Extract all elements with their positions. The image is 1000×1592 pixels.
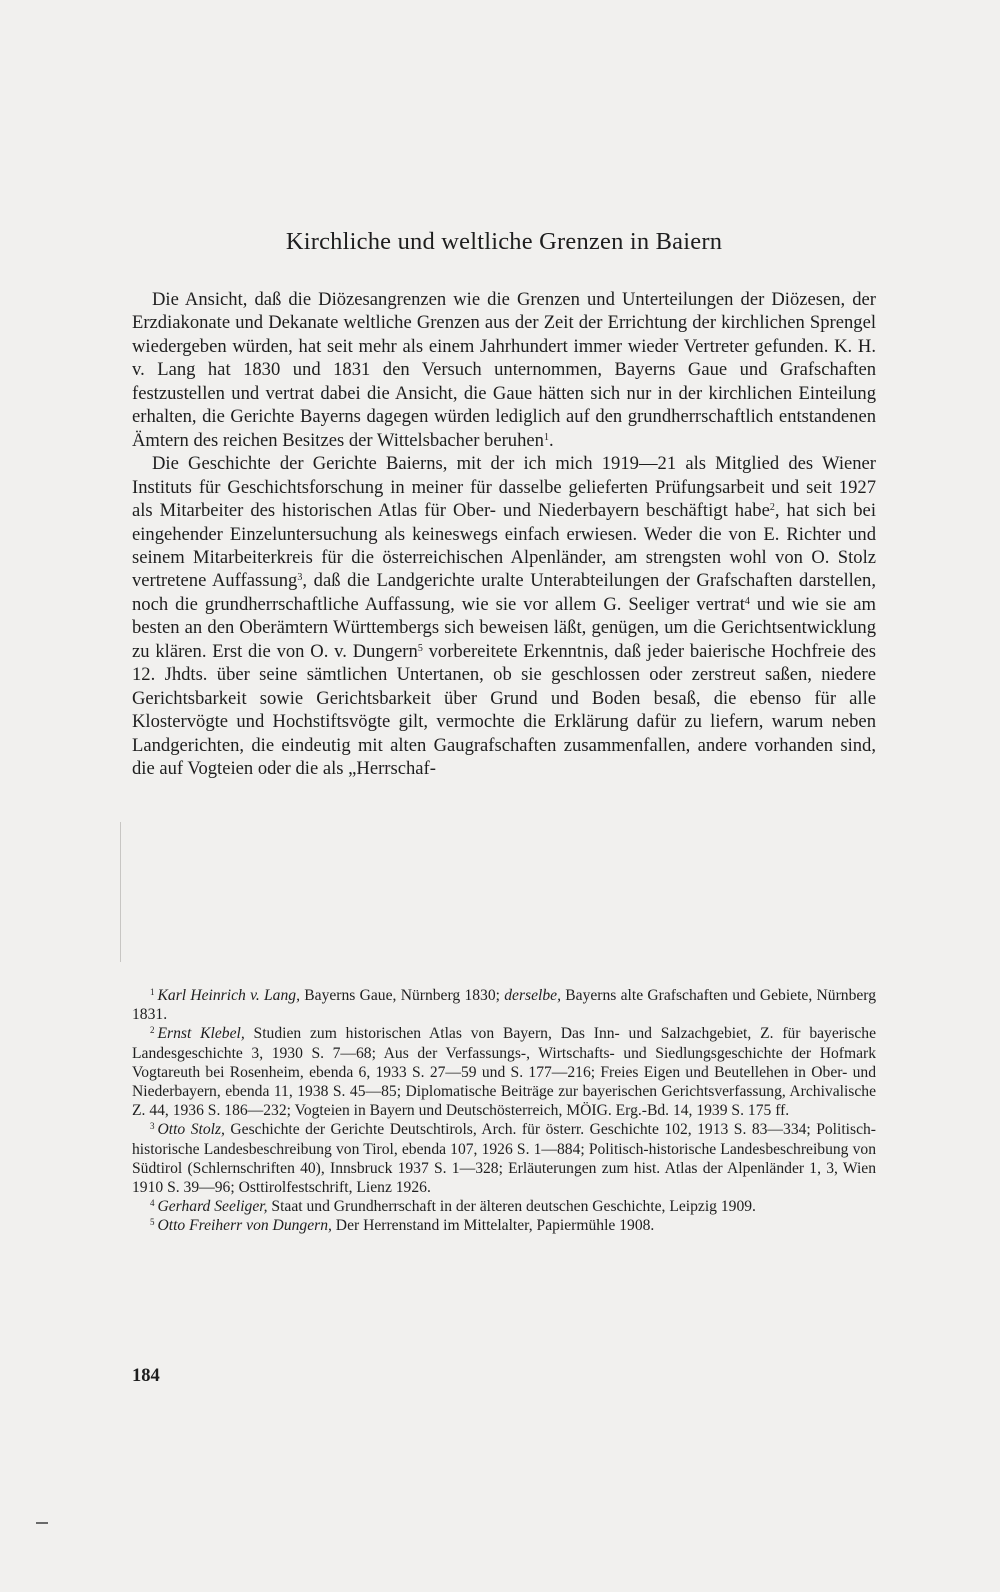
- footnote-number: 1: [150, 987, 155, 997]
- footnote-2: [132, 1024, 876, 1120]
- paragraph-1: [132, 288, 876, 452]
- body-text: [132, 288, 876, 781]
- footnote-number: 5: [150, 1217, 155, 1228]
- paragraph-2-segment: und wie sie am besten an den Oberämtern Württembergs sich beweisen läßt, genügen, um die Gerichtsentwicklung zu klären. Erst die von O. v. Dungern: [132, 593, 876, 662]
- footnote-text: Bayerns alte Grafschaften und Gebiete, Nürnberg 1831.: [132, 987, 876, 1024]
- paragraph-2-segment: Die Geschichte der Gerichte Baierns, mit der ich mich 1919—21 als Mitglied des Wiener Instituts für Geschichtsforschung in meiner für dasselbe gelieferten Prüfungsarbeit und seit 1927 als Mitarbeiter des historischen Atlas für Ober- und Niederbayern beschäftigt habe: [132, 453, 876, 522]
- paragraph-1-tail: .: [548, 429, 554, 451]
- footnotes: [132, 986, 876, 1236]
- scan-mark: [36, 1522, 48, 1524]
- page-number: 184: [132, 1366, 160, 1386]
- footnote-ref-5[interactable]: 5: [417, 642, 423, 654]
- document-page: [132, 0, 876, 1592]
- footnote-5: [132, 1216, 876, 1235]
- footnote-author: Ernst Klebel,: [157, 1025, 245, 1043]
- paragraph-2-segment: vorbereitete Erkenntnis, daß jeder baierische Hochfreie des 12. Jhdts. über seine sämtlichen Untertanen, ob sie geschlossen oder zerstreut saßen, niedere Gerichtsbarkeit sowie Gerichtsbarkeit über Grund und Boden besaß, die ebenso für alle Klostervögte und Hochstiftsvögte gilt, vermochte die Erklärung dafür zu liefern, warum neben Landgerichten, die eindeutig mit alten Gaugrafschaften zusammenfallen, andere vorhanden sind, die auf Vogteien oder die als „Herrschaf-: [132, 640, 876, 780]
- footnote-3: [132, 1120, 876, 1197]
- page-title: Kirchliche und weltliche Grenzen in Baiern: [285, 228, 723, 255]
- paragraph-2-segment: , daß die Landgerichte uralte Unterabteilungen der Grafschaften darstellen, noch die grundherrschaftliche Auffassung, wie sie vor allem G. Seeliger vertrat: [132, 570, 876, 615]
- paragraph-1-text: Die Ansicht, daß die Diözesangrenzen wie die Grenzen und Unterteilungen der Diözesen, der Erzdiakonate und Dekanate weltliche Grenzen aus der Zeit der Errichtung der kirchlichen Sprengel wiedergeben würden, hat seit mehr als einem Jahrhundert immer wieder Vertreter gefunden. K. H. v. Lang hat 1830 und 1831 den Versuch unternommen, Bayerns Gaue und Grafschaften festzustellen und vertrat dabei die Ansicht, die Gaue hätten sich nur in der kirchlichen Einteilung erhalten, die Gerichte Bayerns dagegen würden lediglich auf den grundherrschaftlich entstandenen Ämtern des reichen Besitzes der Wittelsbacher beruhen: [132, 289, 876, 451]
- footnote-4: [132, 1197, 876, 1216]
- paragraph-2-segment: , hat sich bei eingehender Einzeluntersuchung als keineswegs einfach erwiesen. Weder die von E. Richter und seinem Mitarbeiterkreis für die österreichischen Alpenländer, am strengsten wohl von O. Stolz vertretene Auffassung: [132, 500, 876, 592]
- footnote-text: Geschichte der Gerichte Deutschtirols, Arch. für österr. Geschichte 102, 1913 S. 83—334; Politisch-historische Landesbeschreibung von Tirol, ebenda 107, 1926 S. 1—884; Politisch-historische Landesbeschreibung von Südtirol (Schlernschriften 40), Innsbruck 1937 S. 1—328; Erläuterungen zum hist. Atlas der Alpenländer 1, 3, Wien 1910 S. 39—96; Osttirolfestschrift, Lienz 1926.: [132, 1121, 876, 1197]
- footnote-author: Gerhard Seeliger,: [157, 1198, 268, 1216]
- footnote-number: 3: [150, 1121, 155, 1132]
- footnote-ref-2[interactable]: 2: [769, 502, 775, 514]
- footnote-text: Der Herrenstand im Mittelalter, Papiermühle 1908.: [331, 1217, 655, 1235]
- footnote-text: Bayerns Gaue, Nürnberg 1830;: [299, 987, 505, 1004]
- footnote-author: Otto Stolz,: [157, 1121, 225, 1139]
- paragraph-2: [132, 452, 876, 780]
- footnote-ref-4[interactable]: 4: [744, 595, 750, 607]
- footnote-number: 4: [150, 1198, 155, 1209]
- footnote-author: derselbe,: [504, 987, 561, 1004]
- footnote-author: Karl Heinrich v. Lang,: [157, 987, 300, 1004]
- footnote-ref-3[interactable]: 3: [297, 572, 303, 584]
- footnote-author: Otto Freiherr von Dungern,: [157, 1217, 332, 1235]
- footnote-text: Staat und Grundherrschaft in der älteren deutschen Geschichte, Leipzig 1909.: [267, 1198, 756, 1216]
- footnote-ref-1[interactable]: 1: [543, 431, 549, 443]
- footnote-text: Studien zum historischen Atlas von Bayern, Das Inn- und Salzachgebiet, Z. für bayerische Landesgeschichte 3, 1930 S. 7—68; Aus der Verfassungs-, Wirtschafts- und Siedlungsgeschichte der Hofmark Vogtareuth bei Rosenheim, ebenda 6, 1933 S. 27—59 und S. 177—216; Freies Eigen und Beutellehen in Ober- und Niederbayern, ebenda 11, 1938 S. 45—85; Diplomatische Beiträge zur bayerischen Gerichtsverfassung, Archivalische Z. 44, 1936 S. 186—232; Vogteien in Bayern und Deutschösterreich, MÖIG. Erg.-Bd. 14, 1939 S. 175 ff.: [132, 1025, 876, 1120]
- footnote-number: 2: [150, 1025, 155, 1036]
- footnote-1: [132, 986, 876, 1024]
- margin-line-mark: [120, 822, 121, 962]
